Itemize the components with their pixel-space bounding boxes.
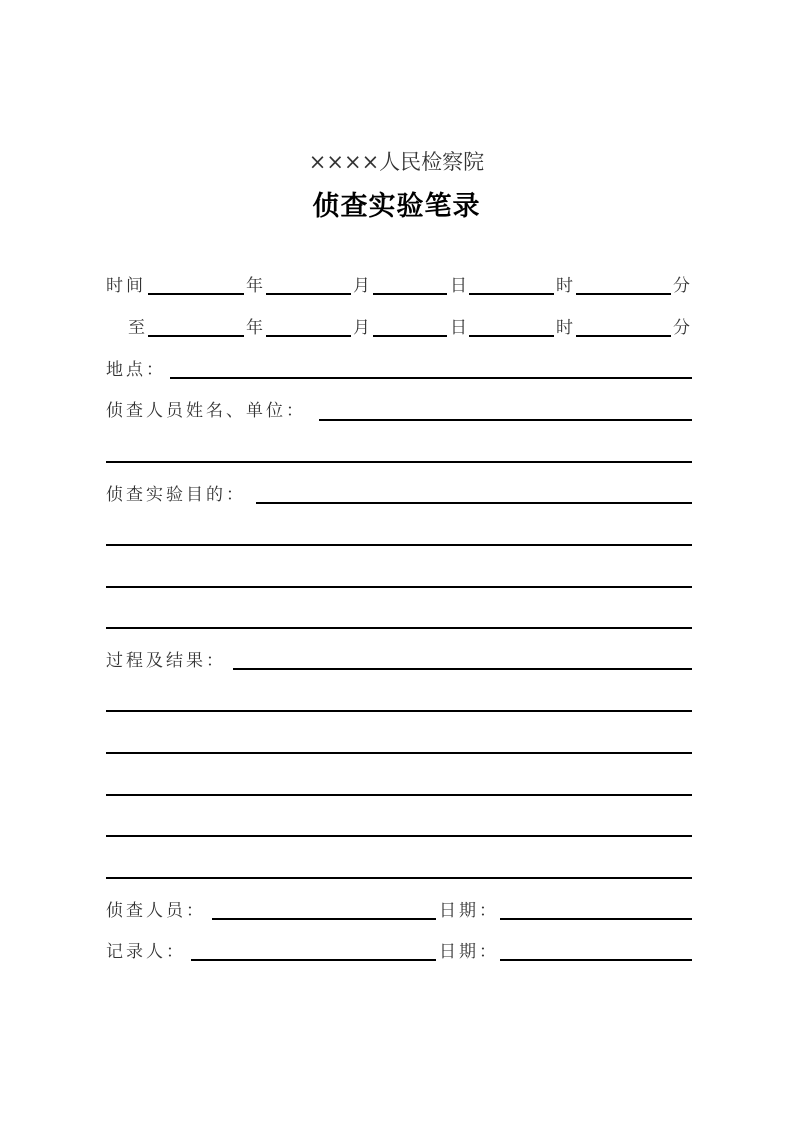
process-label: 过程及结果： [106,651,226,671]
end-day-field[interactable] [373,335,447,337]
process-field[interactable] [233,668,692,670]
to-label: 至 [128,318,148,338]
purpose-field[interactable] [256,502,692,504]
document-title: 侦查实验笔录 [312,191,481,222]
day-unit: 日 [450,276,470,296]
start-month-field[interactable] [266,293,351,295]
month-unit: 月 [353,276,373,296]
investigator-date-field[interactable] [500,918,692,920]
recorder-signature-label: 记录人： [106,942,186,962]
start-minute-field[interactable] [576,293,671,295]
purpose-label: 侦查实验目的： [106,485,246,505]
year-unit: 年 [246,318,266,338]
start-hour-field[interactable] [469,293,554,295]
minute-unit: 分 [673,318,693,338]
purpose-field-line-3[interactable] [106,586,692,588]
process-field-line-6[interactable] [106,877,692,879]
day-unit: 日 [450,318,470,338]
process-field-line-2[interactable] [106,710,692,712]
process-field-line-5[interactable] [106,835,692,837]
investigator-signature-label: 侦查人员： [106,901,206,921]
end-minute-field[interactable] [576,335,671,337]
end-month-field[interactable] [266,335,351,337]
time-label: 时间 [106,276,146,296]
end-hour-field[interactable] [469,335,554,337]
investigator-date-label: 日期： [439,901,499,921]
recorder-date-label: 日期： [439,942,499,962]
organization-name: ××××人民检察院 [308,150,485,174]
investigators-field[interactable] [319,419,692,421]
hour-unit: 时 [556,276,576,296]
investigators-field-line-2[interactable] [106,461,692,463]
year-unit: 年 [246,276,266,296]
investigators-label: 侦查人员姓名、单位： [106,401,306,421]
minute-unit: 分 [673,276,693,296]
month-unit: 月 [353,318,373,338]
process-field-line-4[interactable] [106,794,692,796]
location-field[interactable] [170,377,692,379]
purpose-field-line-2[interactable] [106,544,692,546]
process-field-line-3[interactable] [106,752,692,754]
start-day-field[interactable] [373,293,447,295]
location-label: 地点： [106,360,166,380]
start-year-field[interactable] [148,293,244,295]
hour-unit: 时 [556,318,576,338]
investigator-signature-field[interactable] [212,918,436,920]
recorder-date-field[interactable] [500,959,692,961]
purpose-field-line-4[interactable] [106,627,692,629]
end-year-field[interactable] [148,335,244,337]
recorder-signature-field[interactable] [191,959,436,961]
